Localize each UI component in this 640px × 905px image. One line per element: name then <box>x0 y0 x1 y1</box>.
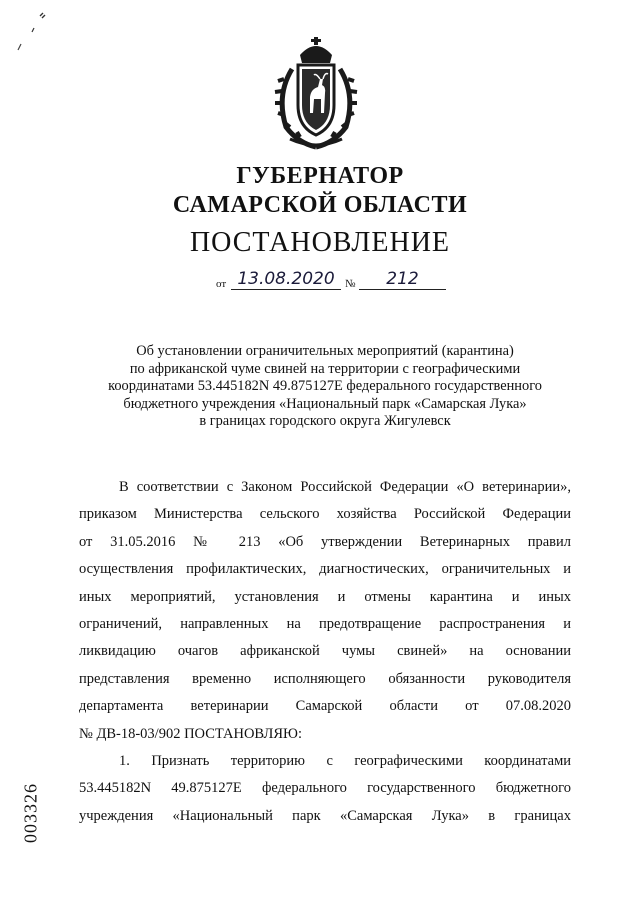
body-line: № ДВ-18-03/902 ПОСТАНОВЛЯЮ: <box>79 725 302 742</box>
body-line: ограничений, направленных на предотвращение распространения и <box>79 615 571 632</box>
body-line: от 31.05.2016 № 213 «Об утверждении Ветеринарных правил <box>79 533 571 550</box>
date-label: от <box>216 278 227 290</box>
body-line: ликвидацию очагов африканской чумы свиней» на основании <box>79 643 571 660</box>
subject-line: координатами 53.445182N 49.875127E федерального государственного <box>108 378 542 395</box>
serial-number: 003326 <box>20 782 41 843</box>
serial-number-stamp <box>18 770 44 855</box>
corner-ink-marks <box>12 10 52 60</box>
body-line: департамента ветеринарии Самарской области от 07.08.2020 <box>79 698 571 715</box>
document-type-heading: ПОСТАНОВЛЕНИЕ <box>189 227 451 258</box>
issuer-title-line2: САМАРСКОЙ ОБЛАСТИ <box>172 192 468 218</box>
subject-line: в границах городского округа Жигулевск <box>199 413 451 430</box>
body-line: 53.445182N 49.875127E федерального государственного бюджетного <box>79 780 571 797</box>
date-value: 13.08.2020 <box>231 269 341 290</box>
body-line: осуществления профилактических, диагностических, ограничительных и <box>79 561 571 578</box>
document-subject <box>70 343 580 431</box>
subject-line: по африканской чуме свиней на территории с географическими <box>129 360 521 377</box>
number-label: № <box>345 278 356 290</box>
issuer-title-line1: ГУБЕРНАТОР <box>236 163 404 189</box>
body-line: иных мероприятий, установления и отмены карантина и иных <box>79 588 571 605</box>
number-value: 212 <box>359 269 446 290</box>
samara-region-coat-of-arms-icon <box>270 35 362 150</box>
body-line: учреждения «Национальный парк «Самарская Лука» в границах <box>79 807 571 824</box>
document-body <box>79 474 571 830</box>
date-number-row <box>216 268 446 294</box>
body-line: 1. Признать территорию с географическими координатами <box>119 752 571 769</box>
subject-line: Об установлении ограничительных мероприятий (карантина) <box>136 343 514 359</box>
body-line: представления временно исполняющего обязанности руководителя <box>79 670 571 687</box>
body-line: В соответствии с Законом Российской Федерации «О ветеринарии», <box>119 479 571 495</box>
subject-line: бюджетного учреждения «Национальный парк «Самарская Лука» <box>123 395 527 412</box>
body-line: приказом Министерства сельского хозяйства Российской Федерации <box>79 506 571 523</box>
